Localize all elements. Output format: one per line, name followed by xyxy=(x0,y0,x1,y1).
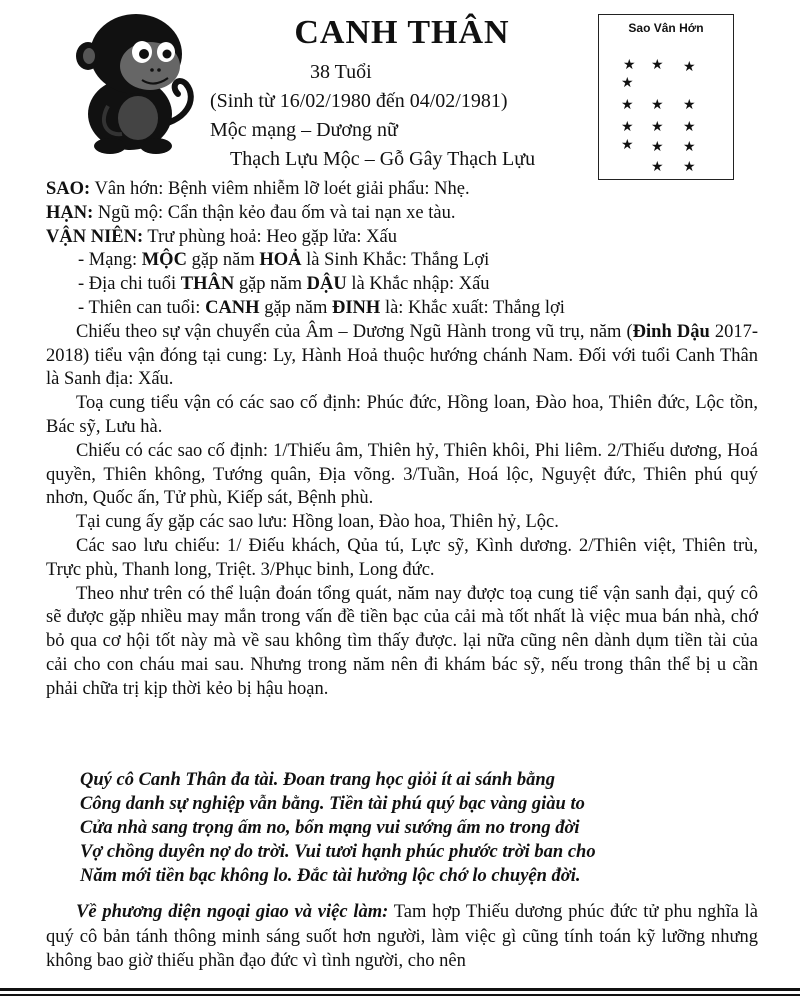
star-icon: ★ xyxy=(683,140,696,155)
paragraph-ngoai-giao: Về phương diện ngoại giao và việc làm: Tam hợp Thiếu dương phúc đức tử phu nghĩa là quý cô bản tánh thông minh sáng suốt hơn người, làm việc gì cũng tính toán kỹ lưỡng nhưng không bao giờ thiếu phần đạo đức vì tình người, cho nên xyxy=(46,902,758,971)
age-label: 38 Tuổi xyxy=(310,61,372,83)
star-icon: ★ xyxy=(683,160,696,175)
paragraph-luan-doan: Theo như trên có thể luận đoán tổng quát, năm nay được toạ cung tiể vận sanh đại, quý cô sẽ được gặp nhiều may mắn trong vấn đề tiền bạc của cải mà tốt nhất là việc mua bán nhà, chớ bỏ qua cơ hội tốt này mà về sau không tìm thấy được. lại nữa cũng nên dành dụm tiền tài của cải cho con cháu mai sau. Nhưng trong năm nên đi khám bác sỹ, nếu trong thân thể bị u cần phải chữa trị kịp thời kẻo bị hậu hoạn. xyxy=(46,583,758,699)
star-icon: ★ xyxy=(651,120,664,135)
star-icon: ★ xyxy=(621,138,634,153)
star-icon: ★ xyxy=(651,140,664,155)
star-icon: ★ xyxy=(683,120,696,135)
star-icon: ★ xyxy=(621,76,634,91)
thien-can-line: - Thiên can tuổi: CANH gặp năm ĐINH là: Khắc xuất: Thắng lợi xyxy=(78,297,565,318)
star-icon: ★ xyxy=(621,98,634,113)
paragraph-van-chuyen: Chiếu theo sự vận chuyển của Âm – Dương Ngũ Hành trong vũ trụ, năm (Đinh Dậu 2017-2018) tiểu vận đóng tại cung: Ly, Hành Hoả thuộc hướng chánh Nam. Đối với tuổi Canh Thân là Sanh địa: Xấu. xyxy=(46,321,758,390)
poem-line: Công danh sự nghiệp vẫn bằng. Tiền tài phú quý bạc vàng giàu to xyxy=(80,794,585,814)
star-icon: ★ xyxy=(683,98,696,113)
star-chart xyxy=(598,14,734,180)
star-chart-caption: Sao Vân Hớn xyxy=(628,21,704,35)
mang-line: - Mạng: MỘC gặp năm HOẢ là Sinh Khắc: Thắng Lợi xyxy=(78,250,490,271)
element-detail: Thạch Lựu Mộc – Gỗ Gây Thạch Lựu xyxy=(230,148,536,170)
poem-line: Vợ chồng duyên nợ do trời. Vui tươi hạnh phúc phước trời ban cho xyxy=(80,842,596,862)
birth-info xyxy=(200,58,600,174)
star-icon: ★ xyxy=(651,98,664,113)
poem-line: Năm mới tiền bạc không lo. Đắc tài hưởng lộc chớ lo chuyện đời. xyxy=(80,866,581,886)
sao-line: SAO: Vân hớn: Bệnh viêm nhiễm lỡ loét giải phẩu: Nhẹ. xyxy=(46,179,470,199)
star-icon: ★ xyxy=(683,60,696,75)
monkey-illustration xyxy=(38,6,208,156)
paragraph-chieu-sao: Chiếu có các sao cố định: 1/Thiếu âm, Thiên hỷ, Thiên khôi, Phi liêm. 2/Thiếu dương, Hoá quyền, Thiên không, Tướng quân, Địa võng. 3/Tuần, Hoá lộc, Nguyệt đức, Thiên phú quý nhơn, Quốc ấn, Tử phù, Kiếp sát, Bệnh phù. xyxy=(46,440,758,509)
birth-range: (Sinh từ 16/02/1980 đến 04/02/1981) xyxy=(210,90,508,112)
page-divider xyxy=(0,994,800,996)
star-icon: ★ xyxy=(621,120,634,135)
star-icon: ★ xyxy=(623,58,636,73)
paragraph-toa-cung: Toạ cung tiểu vận có các sao cố định: Phúc đức, Hồng loan, Đào hoa, Thiên đức, Lộc tồn, Bác sỹ, Lưu hà. xyxy=(46,393,758,437)
dia-chi-line: - Địa chi tuổi THÂN gặp năm DẬU là Khắc nhập: Xấu xyxy=(78,274,490,295)
page-title: CANH THÂN xyxy=(294,14,510,51)
star-icon: ★ xyxy=(651,160,664,175)
van-nien-line: VẬN NIÊN: Trư phùng hoả: Heo gặp lửa: Xấu xyxy=(46,226,397,247)
page-divider xyxy=(0,988,800,991)
poem-line: Cửa nhà sang trọng ấm no, bổn mạng vui sướng ấm no trong đời xyxy=(80,818,580,838)
star-icon: ★ xyxy=(651,58,664,73)
paragraph-sao-luu-chieu: Các sao lưu chiếu: 1/ Điếu khách, Qủa tú, Lực sỹ, Kình dương. 2/Thiên việt, Thiên trù, Trực phù, Thanh long, Triệt. 3/Phục binh, Long đức. xyxy=(46,535,758,580)
han-line: HẠN: Ngũ mộ: Cẩn thận kẻo đau ốm và tai nạn xe tàu. xyxy=(46,202,456,223)
horoscope-body xyxy=(46,178,758,702)
poem-block xyxy=(80,768,720,888)
paragraph-sao-luu: Tại cung ấy gặp các sao lưu: Hồng loan, Đào hoa, Thiên hỷ, Lộc. xyxy=(76,512,559,533)
poem-line: Quý cô Canh Thân đa tài. Đoan trang học giỏi ít ai sánh bằng xyxy=(80,770,555,790)
element-label: Mộc mạng – Dương nữ xyxy=(210,119,398,141)
